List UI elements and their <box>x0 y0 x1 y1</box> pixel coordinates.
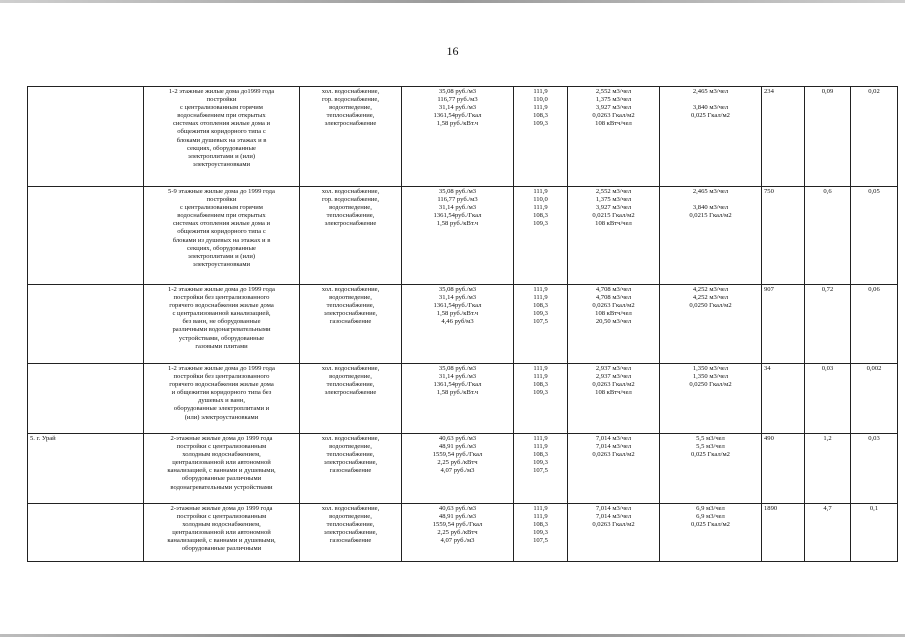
description-cell <box>144 87 300 187</box>
count-cell: 234 <box>762 87 805 187</box>
tariff-line: 2,25 руб./кВтч <box>437 529 478 537</box>
services-cell <box>300 187 402 285</box>
tariff-line: 4,07 руб./м3 <box>440 537 475 545</box>
service-line: электроснабжение <box>324 120 377 128</box>
tariff-line: 1559,54 руб./Гкал <box>432 521 483 529</box>
norm-line: 108 кВтч/чел <box>595 310 632 318</box>
table-body <box>28 87 898 562</box>
tariffs-cell <box>402 434 514 504</box>
service-line: электроснабжение, <box>323 529 378 537</box>
description-line: водонагревательными устройствами <box>170 483 273 491</box>
norm-line: 7,014 м3/чел <box>595 435 632 442</box>
index-line: 107,5 <box>533 537 548 545</box>
index-line: 109,3 <box>533 220 548 228</box>
description-line: системах отопления жилые дома и <box>172 220 271 228</box>
index-line: 111,9 <box>533 204 548 212</box>
service-line: электроснабжение <box>324 220 377 228</box>
service-line: теплоснабжение, <box>326 212 375 220</box>
tariff-line: 1361,54руб./Гкал <box>433 212 482 220</box>
service-line: водоотведение, <box>329 443 372 451</box>
norm-cell <box>568 504 660 562</box>
value-cell: 0,6 <box>805 187 851 285</box>
norm-line: 7,014 м3/чел <box>595 513 632 521</box>
norm-alt-line: 2,465 м3/чел <box>692 188 729 195</box>
index-line: 111,9 <box>533 104 548 112</box>
service-line: электроснабжение, <box>323 310 378 318</box>
description-line: оборудованные различными <box>181 545 262 553</box>
description-line: электроустановками <box>192 160 251 168</box>
description-line: блоками из душевых на этажах и в <box>172 236 271 244</box>
description-line: горячего водоснабжения жилые дома <box>169 381 274 389</box>
description-line: 1-2 этажные жилые дома до 1999 года <box>168 286 275 293</box>
services-cell <box>300 434 402 504</box>
index-line: 111,9 <box>533 435 548 442</box>
index-line: 108,3 <box>533 112 548 120</box>
norm-alt-cell <box>660 285 762 364</box>
description-line: холодным водоснабжением, <box>182 451 261 459</box>
tariff-line: 4,46 руб/м3 <box>441 318 474 326</box>
description-line: без ванн, не оборудованные <box>182 318 261 326</box>
norm-line: 0,0263 Гкал/м2 <box>592 112 635 120</box>
share-cell: 0,002 <box>851 364 898 434</box>
norm-line: 2,937 м3/чел <box>595 365 632 372</box>
description-line: 2-этажные жилые дома до 1999 года <box>170 505 273 512</box>
service-line: теплоснабжение, <box>326 381 375 389</box>
services-cell <box>300 364 402 434</box>
tariff-line: 1,58 руб./кВт.ч <box>436 389 479 397</box>
norm-line: 0,0263 Гкал/м2 <box>592 302 635 310</box>
norm-alt-cell <box>660 187 762 285</box>
norm-alt-line: 1,350 м3/чел <box>692 373 729 381</box>
description-line: устройствами, оборудованные <box>178 334 265 342</box>
norm-cell <box>568 87 660 187</box>
norm-alt-line: 6,9 м3/чел <box>696 505 725 512</box>
index-line: 111,9 <box>533 294 548 302</box>
description-line: канализацией, с ваннами и душевыми, <box>167 537 276 545</box>
tariff-line: 35,08 руб./м3 <box>438 365 477 372</box>
description-line: электроплитами и (или) <box>187 152 256 160</box>
index-line: 111,9 <box>533 365 548 372</box>
norm-alt-line <box>662 96 759 104</box>
city-cell <box>28 285 144 364</box>
description-line: газовыми плитами <box>195 342 248 350</box>
tariff-line: 31,14 руб./м3 <box>438 294 477 302</box>
norm-line: 2,937 м3/чел <box>595 373 632 381</box>
service-line: водоотведение, <box>329 294 372 302</box>
index-cell <box>514 434 568 504</box>
city-cell <box>28 87 144 187</box>
norm-line: 0,0263 Гкал/м2 <box>592 521 635 529</box>
index-cell <box>514 187 568 285</box>
description-line: секциях, оборудованные <box>187 144 256 152</box>
index-cell <box>514 87 568 187</box>
norm-alt-line: 0,025 Гкал/м2 <box>691 112 730 120</box>
index-line: 111,9 <box>533 443 548 451</box>
service-line: хол. водоснабжение, <box>321 88 380 95</box>
description-line: холодным водоснабжением, <box>182 521 261 529</box>
index-cell <box>514 364 568 434</box>
tariff-line: 2,25 руб./кВтч <box>437 459 478 467</box>
description-line: с централизованным горячим <box>180 104 263 112</box>
index-line: 110,0 <box>533 196 548 204</box>
value-cell: 0,09 <box>805 87 851 187</box>
description-line: 2-этажные жилые дома до 1999 года <box>170 435 273 442</box>
description-line: постройки с централизованным <box>176 513 267 521</box>
services-cell <box>300 504 402 562</box>
index-line: 109,3 <box>533 459 548 467</box>
table-row <box>28 364 898 434</box>
index-line: 111,9 <box>533 286 548 293</box>
norm-line: 1,375 м3/чел <box>595 96 632 104</box>
value-cell: 0,72 <box>805 285 851 364</box>
norm-alt-line: 6,9 м3/чел <box>696 513 725 521</box>
norm-alt-line: 0,0250 Гкал/м2 <box>689 302 732 310</box>
norm-line: 108 кВтч/чел <box>595 220 632 228</box>
value-cell: 1,2 <box>805 434 851 504</box>
index-line: 109,3 <box>533 310 548 318</box>
count-cell: 490 <box>762 434 805 504</box>
page-number: 16 <box>446 44 459 58</box>
norm-alt-line: 3,840 м3/чел <box>692 204 729 212</box>
count-cell: 750 <box>762 187 805 285</box>
service-line: гор. водоснабжение, <box>321 96 380 104</box>
norm-alt-line: 4,252 м3/чел <box>692 294 729 302</box>
service-line: водоотведение, <box>329 104 372 112</box>
share-cell: 0,03 <box>851 434 898 504</box>
description-line: канализацией, с ваннами и душевыми, <box>167 467 276 475</box>
norm-alt-cell <box>660 504 762 562</box>
norm-cell <box>568 187 660 285</box>
description-line: постройки с централизованным <box>176 443 267 451</box>
description-cell <box>144 285 300 364</box>
description-cell <box>144 504 300 562</box>
tariff-line: 1361,54руб./Гкал <box>433 381 482 389</box>
service-line: газоснабжение <box>329 318 372 326</box>
table-row <box>28 87 898 187</box>
norm-alt-line: 1,350 м3/чел <box>692 365 729 372</box>
norm-line: 108 кВтч/чел <box>595 120 632 128</box>
services-cell <box>300 87 402 187</box>
description-line: оборудованные различными <box>181 475 262 483</box>
description-line: централизованной или автономной <box>172 459 271 467</box>
service-line: хол. водоснабжение, <box>321 286 380 293</box>
description-line: душевых и ванн, <box>198 397 245 405</box>
description-line: с централизованной канализацией, <box>172 310 271 318</box>
service-line: электроснабжение <box>324 389 377 397</box>
norm-alt-line <box>662 196 759 204</box>
tariffs-cell <box>402 87 514 187</box>
tariffs-cell <box>402 285 514 364</box>
norm-line: 3,927 м3/чел <box>595 204 632 212</box>
tariff-line: 48,91 руб./м3 <box>438 443 477 451</box>
index-cell <box>514 504 568 562</box>
scan-edge-bottom <box>0 634 905 637</box>
service-line: гор. водоснабжение, <box>321 196 380 204</box>
description-line: 1-2 этажные жилые дома до1999 года <box>168 88 275 95</box>
norm-cell <box>568 364 660 434</box>
description-line: с централизованным горячим <box>180 204 263 212</box>
norm-alt-line: 5,5 м3/чел <box>696 443 725 451</box>
service-line: хол. водоснабжение, <box>321 505 380 512</box>
index-line: 108,3 <box>533 521 548 529</box>
index-line: 111,9 <box>533 505 548 512</box>
tariff-line: 48,91 руб./м3 <box>438 513 477 521</box>
service-line: водоотведение, <box>329 204 372 212</box>
service-line: газоснабжение <box>329 467 372 475</box>
description-line: водоснабжением при открытых <box>177 212 266 220</box>
share-cell: 0,02 <box>851 87 898 187</box>
tariff-line: 1361,54руб./Гкал <box>433 112 482 120</box>
norm-alt-line: 0,025 Гкал/м2 <box>691 451 730 459</box>
norm-line: 0,0263 Гкал/м2 <box>592 381 635 389</box>
norm-alt-line: 2,465 м3/чел <box>692 88 729 95</box>
share-cell: 0,06 <box>851 285 898 364</box>
tariff-line: 1,58 руб./кВт.ч <box>436 220 479 228</box>
description-line: системах отопления жилые дома и <box>172 120 271 128</box>
service-line: хол. водоснабжение, <box>321 365 380 372</box>
description-line: горячего водоснабжения жилые дома <box>169 302 274 310</box>
index-line: 108,3 <box>533 381 548 389</box>
description-line: секциях, оборудованные <box>187 244 256 252</box>
tariff-line: 1,58 руб./кВт.ч <box>436 120 479 128</box>
norm-line: 20,50 м3/чел <box>595 318 632 326</box>
description-line: различными водонагревательными <box>172 326 271 334</box>
description-line: постройки без централизованного <box>173 373 270 381</box>
tariffs-cell <box>402 364 514 434</box>
index-line: 111,9 <box>533 88 548 95</box>
norm-alt-cell <box>660 364 762 434</box>
description-cell <box>144 364 300 434</box>
city-cell <box>28 187 144 285</box>
norm-cell <box>568 434 660 504</box>
city-cell <box>28 504 144 562</box>
table-row <box>28 187 898 285</box>
norm-line: 7,014 м3/чел <box>595 505 632 512</box>
service-line: теплоснабжение, <box>326 521 375 529</box>
services-cell <box>300 285 402 364</box>
share-cell: 0,05 <box>851 187 898 285</box>
index-line: 108,3 <box>533 212 548 220</box>
description-line: (или) электроустановками <box>184 413 259 421</box>
norm-alt-line: 0,0215 Гкал/м2 <box>689 212 732 220</box>
city-cell: 5. г. Урай <box>28 434 144 504</box>
tariff-line: 40,63 руб./м3 <box>438 435 477 442</box>
table-row <box>28 504 898 562</box>
tariffs-cell <box>402 187 514 285</box>
index-line: 107,5 <box>533 318 548 326</box>
table-row <box>28 434 898 504</box>
tariff-table <box>27 86 898 562</box>
index-line: 108,3 <box>533 451 548 459</box>
description-line: оборудованные электроплитами и <box>173 405 270 413</box>
norm-alt-cell <box>660 434 762 504</box>
tariff-line: 116,77 руб./м3 <box>437 196 478 204</box>
service-line: хол. водоснабжение, <box>321 435 380 442</box>
index-cell <box>514 285 568 364</box>
index-line: 110,0 <box>533 96 548 104</box>
norm-alt-line: 0,0250 Гкал/м2 <box>689 381 732 389</box>
description-line: постройки <box>206 196 237 204</box>
tariff-line: 31,14 руб./м3 <box>438 373 477 381</box>
count-cell: 1890 <box>762 504 805 562</box>
service-line: водоотведение, <box>329 373 372 381</box>
norm-alt-line: 3,840 м3/чел <box>692 104 729 112</box>
description-line: электроустановками <box>192 260 251 268</box>
index-line: 109,3 <box>533 389 548 397</box>
tariff-line: 31,14 руб./м3 <box>438 204 477 212</box>
description-line: 5-9 этажные жилые дома до 1999 года <box>168 188 275 195</box>
value-cell: 0,03 <box>805 364 851 434</box>
description-cell <box>144 187 300 285</box>
norm-line: 2,552 м3/чел <box>595 88 632 95</box>
tariff-line: 40,63 руб./м3 <box>438 505 477 512</box>
description-line: блоками душевых на этажах и в <box>176 136 267 144</box>
description-line: водоснабжением при открытых <box>177 112 266 120</box>
norm-line: 4,708 м3/чел <box>595 294 632 302</box>
norm-alt-line: 5,5 м3/чел <box>696 435 725 442</box>
norm-line: 0,0263 Гкал/м2 <box>592 451 635 459</box>
tariff-line: 31,14 руб./м3 <box>438 104 477 112</box>
norm-alt-line: 0,025 Гкал/м2 <box>691 521 730 529</box>
tariff-line: 35,08 руб./м3 <box>438 188 477 195</box>
norm-cell <box>568 285 660 364</box>
service-line: газоснабжение <box>329 537 372 545</box>
index-line: 107,5 <box>533 467 548 475</box>
description-line: электроплитами и (или) <box>187 252 256 260</box>
index-line: 111,9 <box>533 188 548 195</box>
index-line: 109,3 <box>533 120 548 128</box>
description-line: и общежития коридорного типа без <box>171 389 272 397</box>
description-line: постройки <box>206 96 237 104</box>
service-line: водоотведение, <box>329 513 372 521</box>
norm-line: 108 кВтч/чел <box>595 389 632 397</box>
value-cell: 4,7 <box>805 504 851 562</box>
norm-line: 0,0215 Гкал/м2 <box>592 212 635 220</box>
norm-alt-line: 4,252 м3/чел <box>692 286 729 293</box>
norm-line: 1,375 м3/чел <box>595 196 632 204</box>
index-line: 111,9 <box>533 373 548 381</box>
tariff-line: 1361,54руб./Гкал <box>433 302 482 310</box>
norm-line: 3,927 м3/чел <box>595 104 632 112</box>
description-line: централизованной или автономной <box>172 529 271 537</box>
share-cell: 0,1 <box>851 504 898 562</box>
tariff-line: 4,07 руб./м3 <box>440 467 475 475</box>
description-cell <box>144 434 300 504</box>
norm-line: 4,708 м3/чел <box>595 286 632 293</box>
description-line: общежития коридорного типа с <box>177 128 266 136</box>
description-line: общежития коридорного типа с <box>177 228 266 236</box>
service-line: теплоснабжение, <box>326 112 375 120</box>
tariff-line: 1,58 руб./кВт.ч <box>436 310 479 318</box>
index-line: 108,3 <box>533 302 548 310</box>
tariffs-cell <box>402 504 514 562</box>
description-line: постройки без централизованного <box>173 294 270 302</box>
norm-line: 2,552 м3/чел <box>595 188 632 195</box>
count-cell: 34 <box>762 364 805 434</box>
service-line: теплоснабжение, <box>326 302 375 310</box>
service-line: электроснабжение, <box>323 459 378 467</box>
norm-alt-cell <box>660 87 762 187</box>
description-line: 1-2 этажные жилые дома до 1999 года <box>168 365 275 372</box>
service-line: хол. водоснабжение, <box>321 188 380 195</box>
service-line: теплоснабжение, <box>326 451 375 459</box>
index-line: 109,3 <box>533 529 548 537</box>
city-cell <box>28 364 144 434</box>
tariff-line: 1559,54 руб./Гкал <box>432 451 483 459</box>
table-row <box>28 285 898 364</box>
tariff-line: 116,77 руб./м3 <box>437 96 478 104</box>
tariff-line: 35,08 руб./м3 <box>438 88 477 95</box>
index-line: 111,9 <box>533 513 548 521</box>
scan-edge-top <box>0 0 905 3</box>
tariff-line: 35,08 руб./м3 <box>438 286 477 293</box>
count-cell: 907 <box>762 285 805 364</box>
norm-line: 7,014 м3/чел <box>595 443 632 451</box>
